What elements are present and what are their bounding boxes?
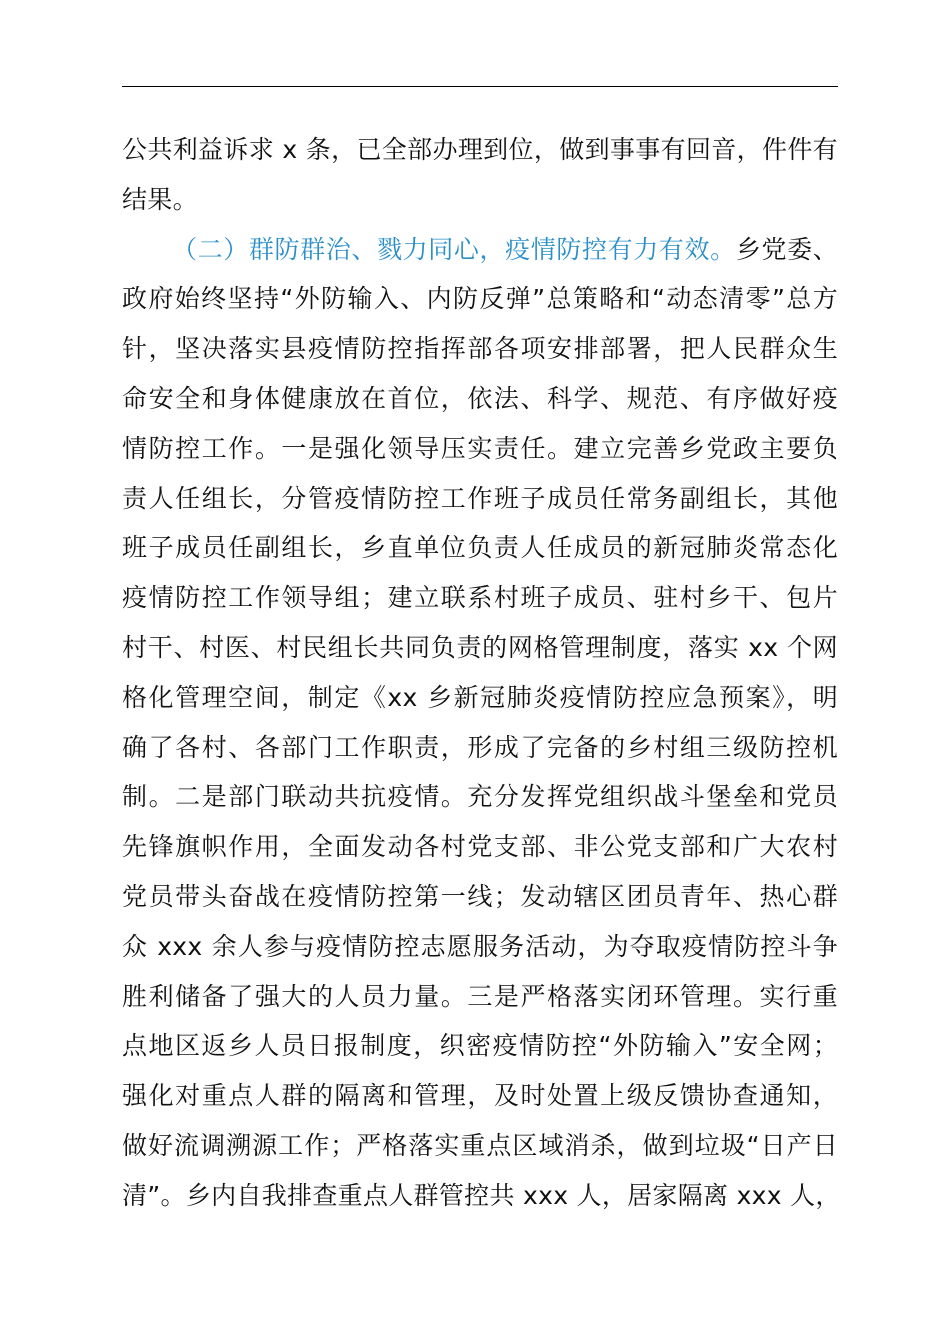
section-heading: （二）群防群治、戮力同心，疫情防控有力有效。: [172, 234, 736, 264]
text-line: 确了各村、各部门工作职责，形成了完备的乡村组三级防控机: [122, 732, 838, 762]
text-line: 先锋旗帜作用，全面发动各村党支部、非公党支部和广大农村: [122, 832, 838, 862]
text-line: [122, 225, 838, 275]
text-line: 清”。乡内自我排查重点人群管控共 xxx 人，居家隔离 xxx 人，: [122, 1180, 841, 1210]
text-line: 党员带头奋战在疫情防控第一线；发动辖区团员青年、热心群: [122, 881, 838, 911]
text-line: 众 xxx 余人参与疫情防控志愿服务活动，为夺取疫情防控斗争: [122, 931, 838, 961]
text-line: 格化管理空间，制定《xx 乡新冠肺炎疫情防控应急预案》，明: [122, 682, 838, 712]
text-line: 做好流调溯源工作；严格落实重点区域消杀，做到垃圾“日产日: [122, 1130, 838, 1160]
text-line: 点地区返乡人员日报制度，织密疫情防控“外防输入”安全网；: [122, 1031, 838, 1061]
body-text: [122, 125, 841, 1221]
text-line: 政府始终坚持“外防输入、内防反弹”总策略和“动态清零”总方: [122, 284, 838, 314]
text-line: 结果。: [122, 184, 198, 214]
text-line: 公共利益诉求 x 条，已全部办理到位，做到事事有回音，件件有: [122, 135, 838, 164]
text-span: 乡党委、: [735, 234, 838, 264]
text-line: 情防控工作。一是强化领导压实责任。建立完善乡党政主要负: [122, 433, 838, 463]
text-line: 村干、村医、村民组长共同负责的网格管理制度，落实 xx 个网: [122, 632, 838, 662]
text-line: 制。二是部门联动共抗疫情。充分发挥党组织战斗堡垒和党员: [122, 782, 838, 812]
text-line: 班子成员任副组长，乡直单位负责人任成员的新冠肺炎常态化: [122, 533, 838, 563]
text-line: 命安全和身体健康放在首位，依法、科学、规范、有序做好疫: [122, 383, 838, 413]
text-line: 责人任组长，分管疫情防控工作班子成员任常务副组长，其他: [122, 483, 838, 513]
text-line: 强化对重点人群的隔离和管理，及时处置上级反馈协查通知，: [122, 1081, 838, 1111]
text-line: 胜利储备了强大的人员力量。三是严格落实闭环管理。实行重: [122, 981, 838, 1011]
text-line: 针，坚决落实县疫情防控指挥部各项安排部署，把人民群众生: [122, 334, 838, 364]
header-rule: [122, 86, 838, 87]
text-line: 疫情防控工作领导组；建立联系村班子成员、驻村乡干、包片: [122, 583, 838, 613]
